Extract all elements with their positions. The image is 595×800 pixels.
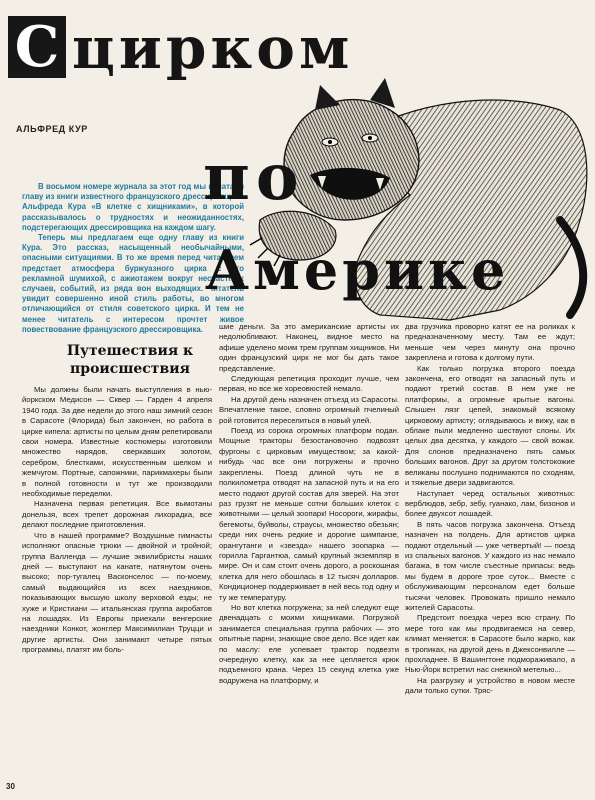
text-column-2 [219,322,399,686]
paragraph: В пять часов погрузка закончена. Отъезд назначен на полдень. Для артистов цирка подают отдельный — уже четвертый! — поезд из спальных вагонов. У каждого из нас немало багажа, в том числе съестные припасы: ведь мы будем в дороге трое суток... Вместе с обслуживающим персоналом едет больше тысячи человек. Провожать пришло немало жителей Сарасоты. [405,519,575,612]
paragraph: шие деньги. За это американские артисты их недолюбливают. Наконец, видное место на афише уделено моим трем группам хищников. Ни один французский цирк не мог бы дать такое представление. [219,322,399,373]
paragraph: На разгрузку и устройство в новом месте дали только сутки. Тряс- [405,675,575,696]
paragraph: Следующая репетиция проходит лучше, чем первая, но все же хореовюстей немало. [219,374,399,394]
title-dropcap: С [8,16,66,78]
paragraph: На другой день назначен отъезд из Сарасоты. Впечатление такое, словно огромный пчелиный рой готовится переселиться в новый улей. [219,394,399,425]
text-column-3 [405,322,575,697]
article-title [8,8,428,118]
section-heading: Путешествия к происшествия [66,343,194,377]
page-number: 30 [6,782,15,791]
paragraph: Как только погрузка второго поезда закончена, его отводят на запасный путь и подают третий состав. В нем уже не платформы, а огромные крытые вагоны. Слышен лязг цепей, знакомый всякому цирковому артисту; оглядываюсь и вижу, как в облаке пыли медленно шествуют слоны. Их целых два десятка, у каждого — свой вожак. Для слонов предназначено пять самых больших вагонов. Друг за другом толстокожие великаны послушно поднимаются по сходням, и тяжелые двери задвигаются. [405,363,575,488]
title-line-1: цирком [72,14,354,82]
paragraph: Назначена первая репетиция. Все вымотаны донельзя, всех трепет дорожная лихорадка, все делают последние приготовления. [22,499,212,530]
lead-paragraph: Теперь мы предлагаем еще одну главу из книги Кура. Это рассказ, насыщенный необычайными, опасными ситуациями. В то же время перед читателем предстает атмосфера буржуазного цирка с его рекламной шумихой, с ажиотажем вокруг несчастных случаев, событий, из ряда вон выходящих. Читатель увидит совершенно иной стиль работы, во многом отличающийся от стиля советского цирка. И тем не менее читатель с интересом прочтет живое повествование французского дрессировщика. [22,233,244,334]
paragraph: Мы должны были начать выступления в нью-йоркском Медисон — Сквер — Гарден 4 апреля 1940 года. За две недели до этого наш зимний сезон в Сарасоте (Флорида) был закончен, но работа в цирке кипела: артисты по целым дням репетировали свои номера. Известные костюмеры изготовили множество нарядов, сверкавших золотом, серебром, блестками, искусственным шелком и жемчугом. Портные, сапожники, парикмахеры были в полной готовности и тут же производили необходимые переделки. [22,385,212,499]
author-name: АЛЬФРЕД КУР [16,124,88,134]
paragraph: Предстоит поездка через всю страну. По мере того как мы продвигаемся на север, климат меняется: в Сарасоте было жарко, как в тропиках, на другой день в Джексонвилле — прохладнее. В Вашингтоне подмораживало, а Нью-Йорк встретил нас снежной метелью... [405,613,575,675]
text-column-1 [22,385,212,656]
lead-paragraph: В восьмом номере журнала за этот год мы печатали главу из книги известного французского дрессировщика Альфреда Кура «В клетке с хищниками», в которой рассказывалось о трудностях и неожиданностях, подстерегающих дрессировщика на каждом шагу. [22,182,244,232]
title-line-2: по [203,140,305,215]
paragraph: Но вот клетка погружена; за ней следуют еще двенадцать с моими хищниками. Погрузкой занимается специальная группа рабочих — это опытные парни, знающие свое дело. Все идет как по маслу: еле успевает трактор подвезти очередную клетку, как за нее цепляется крюк подъемного крана. Через 15 секунд клетка уже водружена на платформу, и [219,602,399,685]
title-line-3: Америке [205,238,510,302]
paragraph: Что в нашей программе? Воздушные гимнасты исполняют опасные трюки — двойной и тройной; группа Валленда — лучшие эквилибристы наших дней — выступают на канате, натянутом очень высоко; пор-тугалец Васконселос — по-моему, самый выдающийся из всех наездников, показывающих высшую школу верховой езды; не хуже и Кристиани — итальянская группа акробатов на лошадях. Из Европы приехали венгерские наездники Конкот, жонглер Максимилиан Труцци и другие артисты. Они занимают четыре пятых программы, платят им боль- [22,530,212,655]
paragraph: Поезд из сорока огромных платформ подан. Мощные тракторы безостановочно подвозят фургоны с цирковым имуществом; за какой-нибудь час все они погружены и прочно закреплены. Поезд длиной чуть не в полкилометра отводят на запасной путь и на его место подают другой состав для зверей. На этот раз грузят не меньше сотни больших клеток с животными — целый зоопарк! Носороги, жирафы, бегемоты, буйволы, страусы, множество обезьян; среди них очень редкие и дорогие шимпанзе, орангутанги и «звезда» нашего зоопарка — горилла Гаргантюа, самый крупный экземпляр в мире. Он и сам стоит очень дорого, а роскошная клетка для него обошлась в 12 тысяч долларов. Кондиционер поддерживает в ней весь год одну и ту же температуру. [219,426,399,602]
paragraph: два грузчика проворно катят ее на роликах к предназначенному месту. Там ее ждут; меньше чем через минуту она прочно закреплена и готова к долгому пути. [405,322,575,363]
paragraph: Наступает черед остальных животных: верблюдов, зебр, зебу, гуанако, лам, бизонов и более двухсот лошадей. [405,488,575,519]
